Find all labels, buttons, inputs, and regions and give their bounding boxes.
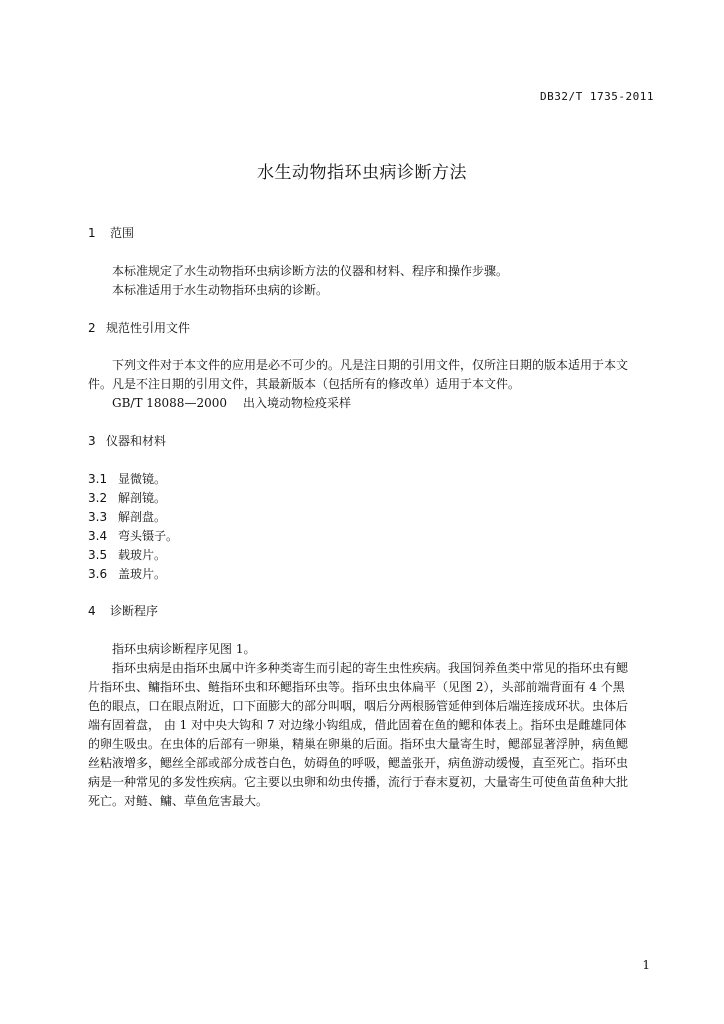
- paragraph-line: 片指环虫、鳙指环虫、鲢指环虫和环鳃指环虫等。指环虫虫体扁平（见图 2），头部前端背面有 4 个黑: [88, 680, 625, 694]
- item-number: 3.5: [88, 548, 108, 562]
- list-item: [88, 508, 166, 525]
- section-2-heading: [88, 319, 190, 336]
- item-text: 载玻片。: [118, 548, 167, 562]
- document-title: 水生动物指环虫病诊断方法: [257, 163, 467, 183]
- section-number: 1: [88, 226, 96, 240]
- paragraph-line: 死亡。对鲢、鳙、草鱼危害最大。: [88, 794, 269, 808]
- paragraph: 本标准适用于水生动物指环虫病的诊断。: [112, 283, 329, 297]
- section-title: 范围: [110, 226, 135, 240]
- paragraph-line: 指环虫病是由指环虫属中许多种类寄生而引起的寄生虫性疾病。我国饲养鱼类中常见的指环虫有鳃: [112, 661, 629, 675]
- item-text: 显微镜。: [118, 472, 167, 486]
- reference-code: GB/T 18088—2000: [112, 396, 227, 410]
- section-number: 4: [88, 604, 96, 618]
- list-item: [88, 527, 178, 544]
- normative-reference: [88, 394, 351, 411]
- paragraph-line: 丝粘液增多，鳃丝全部或部分成苍白色，妨碍鱼的呼吸，鳃盖张开，病鱼游动缓慢，直至死亡。指环虫: [88, 756, 629, 770]
- item-number: 3.4: [88, 529, 108, 543]
- paragraph-line: 的卵生吸虫。在虫体的后部有一卵巢，精巢在卵巢的后面。指环虫大量寄生时，鳃部显著浮肿，病鱼鳃: [88, 737, 629, 751]
- list-item: [88, 565, 166, 582]
- item-number: 3.2: [88, 491, 108, 505]
- list-item: [88, 470, 166, 487]
- paragraph: 指环虫病诊断程序见图 1。: [112, 642, 256, 656]
- item-number: 3.6: [88, 567, 108, 581]
- paragraph-line: 病是一种常见的多发性疾病。它主要以虫卵和幼虫传播，流行于春末夏初，大量寄生可使鱼苗鱼种大批: [88, 775, 629, 789]
- section-3-heading: [88, 432, 166, 449]
- paragraph: 本标准规定了水生动物指环虫病诊断方法的仪器和材料、程序和操作步骤。: [112, 264, 509, 278]
- item-number: 3.3: [88, 510, 108, 524]
- reference-title: 出入境动物检疫采样: [242, 396, 351, 410]
- section-title: 规范性引用文件: [106, 321, 191, 335]
- item-text: 解剖镜。: [118, 491, 167, 505]
- section-title: 仪器和材料: [106, 434, 167, 448]
- section-number: 3: [88, 434, 96, 448]
- section-number: 2: [88, 321, 96, 335]
- page-number: 1: [642, 958, 650, 972]
- standard-code: DB32/T 1735-2011: [540, 90, 654, 103]
- list-item: [88, 489, 166, 506]
- list-item: [88, 546, 166, 563]
- section-1-heading: [88, 224, 134, 241]
- section-4-heading: [88, 602, 158, 619]
- item-text: 解剖盘。: [118, 510, 167, 524]
- item-number: 3.1: [88, 472, 108, 486]
- paragraph-line: 件。凡是不注日期的引用文件，其最新版本（包括所有的修改单）适用于本文件。: [88, 377, 521, 391]
- item-text: 盖玻片。: [118, 567, 167, 581]
- paragraph-line: 色的眼点，口在眼点附近，口下面膨大的部分叫咽，咽后分两根肠管延伸到体后端连接成环状。虫体后: [88, 699, 629, 713]
- item-text: 弯头镊子。: [118, 529, 179, 543]
- section-title: 诊断程序: [110, 604, 159, 618]
- paragraph-line: 端有固着盘， 由 1 对中央大钩和 7 对边缘小钩组成，借此固着在鱼的鳃和体表上。指环虫是雌雄同体: [88, 718, 627, 732]
- paragraph-line: 下列文件对于本文件的应用是必不可少的。凡是注日期的引用文件，仅所注日期的版本适用于本文: [112, 358, 629, 372]
